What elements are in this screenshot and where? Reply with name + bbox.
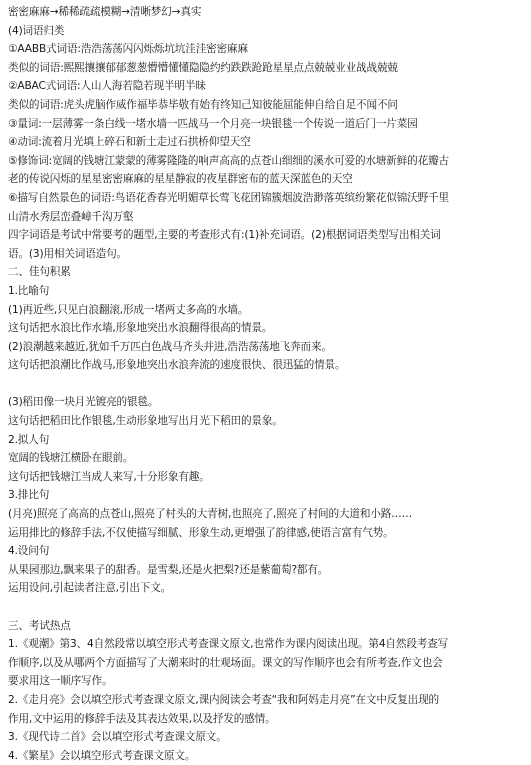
text-line: 老的传说闪烁的星星密密麻麻的星星静寂的夜星群密布的蓝天深蓝色的天空 <box>8 173 353 186</box>
text-line: 这句话把水浪比作水墙,形象地突出水浪翻得很高的情景。 <box>8 322 273 335</box>
text-line: 宽阔的钱塘江横卧在眼前。 <box>8 452 134 465</box>
text-line: 作用,文中运用的修辞手法及其表达效果,以及抒发的感情。 <box>8 712 276 725</box>
text-line: ①AABB式词语:浩浩荡荡闪闪烁烁坑坑洼洼密密麻麻 <box>8 43 248 56</box>
text-line: ③量词:一层薄雾一条白线一堵水墙一匹战马一个月亮一块银毯一个传说一道后门一片菜园 <box>8 117 418 130</box>
text-line: 运用设问,引起读者注意,引出下文。 <box>8 582 172 595</box>
text-line: (3)稻田像一块月光镀亮的银毯。 <box>8 396 159 409</box>
text-line: 四字词语是考试中常要考的题型,主要的考查形式有:(1)补充词语。(2)根据词语类型写出相关词 <box>8 229 441 242</box>
section-heading: (4)词语归类 <box>8 24 65 37</box>
text-line: ⑥描写自然景色的词语:鸟语花香春光明媚草长莺飞花团锦簇烟波浩渺落英缤纷繁花似锦沃野千里 <box>8 191 449 204</box>
blank-line <box>8 598 526 617</box>
text-line: 密密麻麻→稀稀疏疏模糊→清晰梦幻→真实 <box>8 6 202 18</box>
text-line: ④动词:流着月光填上碎石和新土走过石拱桥仰望天空 <box>8 136 251 149</box>
text-line: 3.《现代诗二首》会以填空形式考查课文原文。 <box>8 731 227 744</box>
text-line: 类似的词语:虎头虎脑作威作福毕恭毕敬有始有终知己知彼能屈能伸自给自足不闻不问 <box>8 98 398 111</box>
text-line: 这句话把钱塘江当成人来写,十分形象有趣。 <box>8 470 210 483</box>
document-page <box>8 3 526 765</box>
text-line: 语。(3)用相关词语造句。 <box>8 247 127 260</box>
text-line: 运用排比的修辞手法,不仅使描写细腻、形象生动,更增强了韵律感,使语言富有气势。 <box>8 526 394 539</box>
text-line: 这句话把稻田比作银毯,生动形象地写出月光下稻田的景象。 <box>8 415 283 428</box>
text-line: ②ABAC式词语:人山人海若隐若现半明半昧 <box>8 80 206 93</box>
text-line: 类似的词语:熙熙攘攘郁郁葱葱懵懵懂懂隐隐约约跌跌跄跄星星点点兢兢业业战战兢兢 <box>8 61 398 74</box>
text-line: 这句话把浪潮比作战马,形象地突出水浪奔流的速度很快、很迅猛的情景。 <box>8 359 346 372</box>
text-line: 2.《走月亮》会以填空形式考查课文原文,课内阅读会考查“我和阿妈走月亮”在文中反复出现的 <box>8 693 440 706</box>
text-line: (2)浪潮越来越近,犹如千万匹白色战马齐头并进,浩浩荡荡地飞奔而来。 <box>8 340 332 353</box>
subsection-heading: 2.拟人句 <box>8 433 50 446</box>
text-line: 山清水秀层峦叠嶂千沟万壑 <box>8 210 134 223</box>
text-line: (月亮)照亮了高高的点苍山,照亮了村头的大青树,也照亮了,照亮了村间的大道和小路…… <box>8 508 413 521</box>
subsection-heading: 4.设问句 <box>8 545 50 558</box>
text-line: 4.《繁星》会以填空形式考查课文原文。 <box>8 749 196 762</box>
text-line: 从果园那边,飘来果子的甜香。是雪梨,还是火把梨?还是紫葡萄?都有。 <box>8 563 329 576</box>
section-heading: 三、考试热点 <box>8 619 71 632</box>
subsection-heading: 1.比喻句 <box>8 284 50 297</box>
text-line: 1.《观潮》第3、4自然段常以填空形式考查课文原文,也常作为课内阅读出现。第4自然段考查写 <box>8 638 449 651</box>
subsection-heading: 3.排比句 <box>8 489 50 502</box>
text-line: 作顺序,以及从哪两个方面描写了大潮来时的壮观场面。课文的写作顺序也会有所考查,作文也会 <box>8 656 443 669</box>
text-line: (1)再近些,只见白浪翻滚,形成一堵两丈多高的水墙。 <box>8 303 249 316</box>
text-line: 要求用这一顺序写作。 <box>8 675 113 688</box>
section-heading: 二、佳句积累 <box>8 266 71 279</box>
text-line: ⑤修饰词:宽阔的钱塘江蒙蒙的薄雾隆隆的响声高高的点苍山细细的溪水可爱的水塘新鲜的花瓣古 <box>8 154 449 167</box>
blank-line <box>8 375 526 394</box>
